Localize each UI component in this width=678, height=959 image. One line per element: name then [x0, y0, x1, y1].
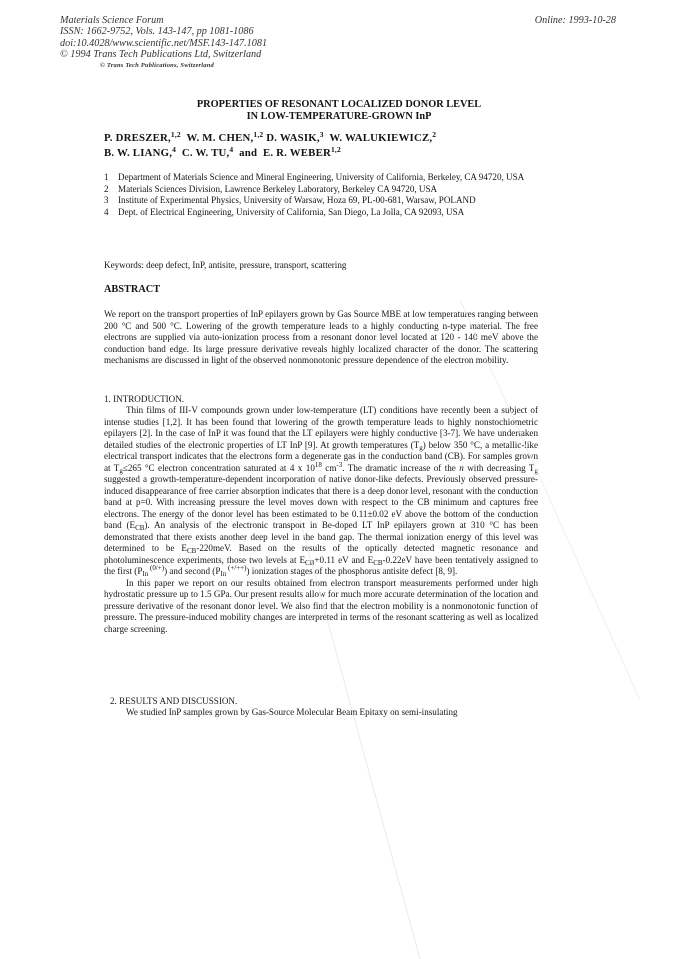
text-run: ) and second (P: [164, 566, 221, 576]
author: E. R. WEBER: [262, 147, 331, 159]
superscript: 18: [314, 460, 322, 469]
text-run: Thin films of III-V compounds grown under low-temperature (LT) conditions have recently been a subject of intense studies [1,2]. It has been found that lowering of the growth temperature leads to highly nonstochiometric epilayers [2]. In the case of InP it was found that the LT epilayers were highly conductive [3-7]. We have undertaken detailed studies of the electronic properties of LT InP [9]. At growth temperatures (T: [104, 405, 538, 450]
affiliation-number: 4: [104, 206, 109, 217]
affiliation-text: Materials Sciences Division, Lawrence Berkeley Laboratory, Berkeley CA 94720, USA: [118, 183, 438, 194]
text-run: -220meV. Based on the results of the optically detected magnetic resonance and photoluminescence experiments, those two levels at E: [104, 543, 538, 565]
subscript: In: [142, 570, 149, 578]
author-affiliation-mark: 4: [172, 145, 177, 154]
affiliation-text: Institute of Experimental Physics, University of Warsaw, Hoza 69, PL-00-681, Warsaw, POLAND: [118, 195, 476, 205]
author-line-1: [104, 131, 584, 146]
introduction-body: [104, 405, 538, 635]
publisher-stamp: © Trans Tech Publications, Switzerland: [100, 61, 215, 69]
text-run: +0.11 eV and E: [314, 554, 374, 565]
author-affiliation-mark: 3: [319, 130, 324, 139]
text-run: ) below 350 °C, a metallic-like electrical transport indicates that the electrons form a degenerate gas in the conduction band (CB). For samples grown at T: [104, 439, 538, 473]
subscript: g: [534, 466, 538, 475]
paper-title-line-1: PROPERTIES OF RESONANT LOCALIZED DONOR LEVEL: [196, 99, 482, 110]
subscript: CB: [186, 547, 197, 555]
text-run: suggested a growth-temperature-dependent incorporation of native donor-like defects. Previously observed pressure-induced disappearance of free carrier absorption indicates that there is a deep donor level, resonant with the conduction band at p=0. With increasing pressure the level moves down with respect to the CB minimum and captures free electrons. The energy of the donor level has been estimated to be 0.11±0.02 eV above the bottom of the conduction band (E: [104, 474, 538, 530]
affiliation-number: 1: [104, 172, 109, 182]
author: W. M. CHEN,: [186, 132, 254, 144]
subscript: CB: [135, 524, 145, 532]
journal-header: [60, 15, 267, 70]
abstract-heading: ABSTRACT: [104, 284, 161, 295]
text-run: with decreasing T: [463, 462, 535, 473]
journal-name: Materials Science Forum: [60, 15, 164, 26]
superscript: (0/+): [148, 564, 165, 572]
author: D. WASIK,: [266, 132, 320, 144]
author: P. DRESZER,: [104, 132, 171, 144]
author-affiliation-mark: 2: [432, 130, 437, 139]
text-run: ) ionization stages of the phosphorus antisite defect [8, 9].: [246, 566, 458, 576]
author-line-2: [104, 146, 584, 161]
subscript: g: [419, 443, 423, 452]
paragraph: We studied InP samples grown by Gas-Source Molecular Beam Epitaxy on semi-insulating: [126, 707, 458, 717]
affiliation-number: 2: [104, 183, 109, 194]
superscript: (+/++): [226, 564, 247, 572]
affiliation-item: [104, 207, 564, 219]
text-run: -0.22eV have been tentatively assigned to the first (P: [104, 554, 538, 576]
paragraph: In this paper we report on our results obtained from electron transport measurements performed under high hydrostatic pressure up to 1.5 GPa. Our present results allow for much more accurate determination of the location and pressure derivative of the resonant donor level. We also find that the electron mobility is a nonmonotonic function of pressure. The pressure-induced mobility changes are interpreted in terms of the resonant scattering as well as localized charge screening.: [104, 577, 538, 634]
abstract-body: [104, 309, 538, 367]
paragraph: [104, 405, 538, 578]
journal-doi: doi:10.4028/www.scientific.net/MSF.143-147.1081: [60, 37, 268, 49]
text-run: ). An analysis of the electronic transport in Be-doped LT InP epilayers grown at 310 °C has been demonstrated that there exists another deep level in the band gap. The thermal ionization energy of this level was determined to be E: [104, 520, 538, 553]
journal-copyright: © 1994 Trans Tech Publications Ltd, Switzerland: [60, 49, 262, 61]
affiliation-text: Dept. of Electrical Engineering, University of California, San Diego, La Jolla, CA 92093, USA: [118, 206, 465, 217]
affiliation-item: [104, 195, 564, 207]
subscript: CB: [305, 558, 315, 567]
subscript: CB: [373, 558, 383, 567]
journal-issn: ISSN: 1662-9752, Vols. 143-147, pp 1081-1086: [60, 26, 254, 38]
author-affiliation-mark: 1,2: [330, 145, 341, 154]
text-run: . The dramatic increase of the: [342, 462, 460, 473]
author: B. W. LIANG,: [104, 147, 173, 159]
paper-title-line-2: IN LOW-TEMPERATURE-GROWN InP: [246, 111, 432, 122]
subscript: g: [119, 466, 123, 475]
author-affiliation-mark: 1,2: [253, 130, 264, 139]
online-date: Online: 1993-10-28: [534, 15, 616, 26]
affiliation-item: [104, 184, 564, 196]
affiliation-item: [104, 172, 564, 184]
section-heading-introduction: 1. INTRODUCTION.: [104, 394, 185, 404]
author-list: [104, 131, 584, 161]
affiliation-list: [104, 172, 564, 218]
affiliation-text: Department of Materials Science and Mineral Engineering, University of California, Berkeley, CA 94720, USA: [118, 172, 525, 182]
superscript: -3: [336, 460, 343, 469]
affiliation-number: 3: [104, 195, 109, 205]
author-affiliation-mark: 1,2: [170, 130, 181, 139]
text-run: ≤265 °C electron concentration saturated at 4 x 10: [122, 462, 315, 473]
paper-title: [0, 99, 678, 123]
keywords: Keywords: deep defect, InP, antisite, pressure, transport, scattering: [104, 260, 347, 270]
text-run: cm: [321, 462, 337, 473]
section-heading-results: 2. RESULTS AND DISCUSSION.: [110, 696, 238, 706]
author: C. W. TU,: [181, 147, 230, 159]
author-conjunction: and: [239, 147, 258, 159]
author-affiliation-mark: 4: [229, 145, 234, 154]
results-body: [104, 707, 538, 719]
author: W. WALUKIEWICZ,: [329, 132, 433, 144]
abstract-text: We report on the transport properties of InP epilayers grown by Gas Source MBE at low temperatures ranging between 200 °C and 500 °C. Lowering of the growth temperature leads to a highly conducting n-type material. The free electrons are supplied via auto-ionization process from a resonant donor level located at 120 - 140 meV above the conduction band edge. Its large pressure derivative reveals highly localized character of the donor. The scattering mechanisms are discussed in light of the observed nonmonotonic pressure dependence of the electron mobility.: [104, 309, 538, 365]
italic-symbol: n: [459, 462, 464, 473]
subscript: In: [220, 570, 227, 578]
